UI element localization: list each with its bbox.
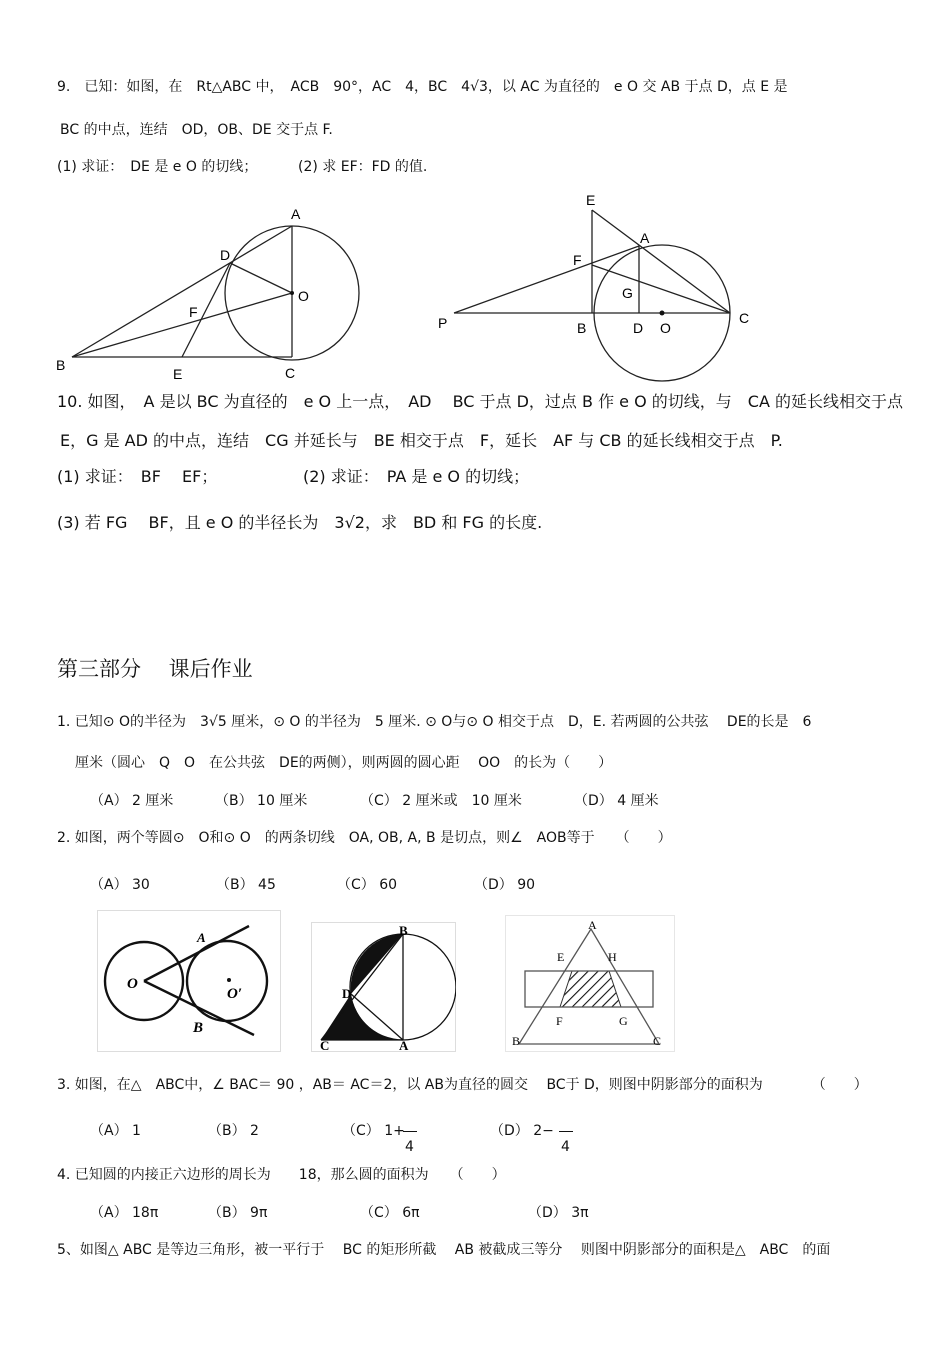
p2-option-a: （A） 30: [90, 877, 150, 893]
label-a: A: [399, 1038, 409, 1052]
p4-option-b: （B） 9π: [208, 1205, 268, 1221]
q10-part3: (3) 若 FG BF，且 e O 的半径长为 3√2，求 BD 和 FG 的长度.: [57, 513, 543, 532]
q9-line1: 9. 已知：如图，在 Rt△ABC 中， ACB 90°，AC 4，BC 4√3，以 AC 为直径的 e O 交 AB 于点 D，点 E 是: [57, 79, 788, 95]
label-a: A: [640, 230, 650, 246]
label-e: E: [173, 366, 183, 382]
label-f: F: [556, 1014, 563, 1028]
segment-pf-extended: [454, 246, 639, 313]
segment-bo: [72, 293, 292, 357]
label-c: C: [739, 310, 750, 326]
q10-part2: (2) 求证： PA 是 e O 的切线；: [303, 467, 530, 486]
label-f: F: [189, 304, 198, 320]
p3-option-d: （D） 2−: [490, 1123, 554, 1139]
label-e: E: [586, 192, 596, 208]
p1-option-a: （A） 2 厘米: [90, 793, 174, 809]
shaded-region-upper: [351, 934, 403, 994]
section-title: 第三部分 课后作业: [57, 657, 253, 681]
p3-option-a: （A） 1: [90, 1123, 141, 1139]
label-o: O: [660, 320, 671, 336]
p3-option-c-denominator: 4: [405, 1139, 414, 1155]
label-b: B: [56, 357, 66, 373]
label-b: B: [193, 1020, 204, 1036]
label-b: B: [577, 320, 587, 336]
q9-part2: (2) 求 EF：FD 的值.: [298, 159, 428, 175]
p4-line1: 4. 已知圆的内接正六边形的周长为 18，那么圆的面积为 （ ）: [57, 1167, 506, 1183]
p1-option-d: （D） 4 厘米: [574, 793, 659, 809]
segment-fc: [592, 265, 730, 313]
label-f: F: [573, 252, 582, 268]
p4-option-c: （C） 6π: [360, 1205, 420, 1221]
label-o: O: [127, 976, 138, 992]
p1-line2: 厘米（圆心 Q O 在公共弦 DE的两侧），则两圆的圆心距 OO 的长为（ ）: [75, 755, 613, 771]
label-g: G: [622, 285, 633, 301]
segment-od: [230, 263, 292, 293]
q10-line2: E，G 是 AD 的中点，连结 CG 并延长与 BE 相交于点 F，延长 AF 与 CB 的延长线相交于点 P.: [60, 431, 783, 450]
q9-line2: BC 的中点，连结 OD，OB、DE 交于点 F.: [60, 122, 333, 138]
q9-part1: (1) 求证： DE 是 e O 的切线；: [57, 159, 258, 175]
label-d: D: [633, 320, 644, 336]
p2-line1: 2. 如图，两个等圆⊙ O和⊙ O 的两条切线 OA, OB, A, B 是切点，则∠ AOB等于 （ ）: [57, 830, 672, 846]
q10-line1: 10. 如图， A 是以 BC 为直径的 e O 上一点， AD BC 于点 D，过点 B 作 e O 的切线，与 CA 的延长线相交于点: [57, 392, 903, 411]
label-e: E: [557, 950, 565, 964]
label-g: G: [619, 1014, 628, 1028]
p3-option-c: （C） 1+: [342, 1123, 405, 1139]
figure-shaded-circle: [311, 922, 456, 1052]
label-a: A: [588, 918, 597, 932]
center-dot: [227, 978, 231, 982]
label-b: B: [512, 1034, 521, 1048]
p1-option-b: （B） 10 厘米: [215, 793, 308, 809]
figure-triangle-rectangle: [505, 915, 675, 1052]
figure-q10: [432, 188, 762, 388]
fraction-bar-d: [559, 1131, 573, 1132]
label-d: D: [342, 986, 352, 1001]
p5-line1: 5、如图△ ABC 是等边三角形，被一平行于 BC 的矩形所截 AB 被截成三等分 则图中阴影部分的面积是△ ABC 的面: [57, 1242, 831, 1258]
label-c: C: [285, 365, 296, 381]
p3-option-b: （B） 2: [208, 1123, 259, 1139]
label-o-prime: O′: [227, 986, 243, 1002]
label-p: P: [438, 315, 448, 331]
label-a: A: [197, 930, 206, 945]
shaded-trapezoid: [560, 971, 621, 1007]
p3-option-d-denominator: 4: [561, 1139, 570, 1155]
center-dot: [660, 311, 665, 316]
p2-option-c: （C） 60: [337, 877, 398, 893]
segment-ec: [592, 210, 730, 313]
label-o: O: [298, 288, 309, 304]
segment-ab: [72, 226, 292, 357]
p2-option-b: （B） 45: [216, 877, 276, 893]
center-dot: [290, 291, 294, 295]
p4-option-a: （A） 18π: [90, 1205, 159, 1221]
q10-part1: (1) 求证： BF EF；: [57, 467, 218, 486]
label-b: B: [399, 923, 408, 938]
label-c: C: [653, 1034, 662, 1048]
label-a: A: [291, 206, 301, 222]
label-c: C: [320, 1038, 330, 1052]
figure-q9: [50, 200, 380, 385]
label-h: H: [608, 950, 617, 964]
p1-option-c: （C） 2 厘米或 10 厘米: [360, 793, 522, 809]
p1-line1: 1. 已知⊙ O的半径为 3√5 厘米，⊙ O 的半径为 5 厘米. ⊙ O与⊙ O 相交于点 D，E. 若两圆的公共弦 DE的长是 6: [57, 714, 812, 730]
figure-two-circles: [97, 910, 281, 1052]
p4-option-d: （D） 3π: [528, 1205, 589, 1221]
label-d: D: [220, 247, 231, 263]
p3-line1: 3. 如图，在△ ABC中，∠ BAC＝ 90 ，AB＝ AC＝2，以 AB为直径的圆交 BC于 D，则图中阴影部分的面积为 （ ）: [57, 1077, 868, 1093]
p2-option-d: （D） 90: [474, 877, 536, 893]
fraction-bar-c: [403, 1131, 417, 1132]
shaded-region-lower: [321, 994, 403, 1040]
